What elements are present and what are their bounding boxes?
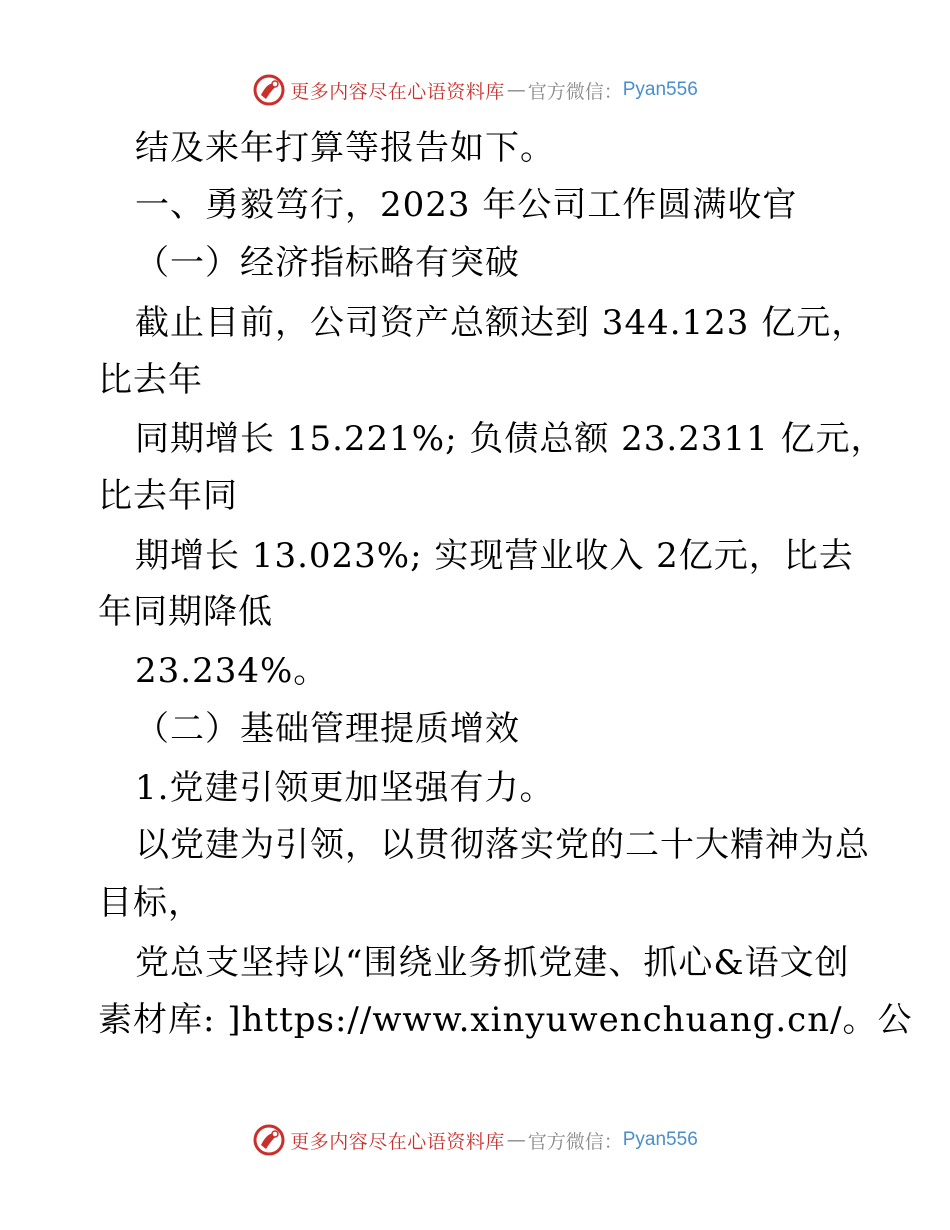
watermark-wechat-id: Pyan556 bbox=[622, 1129, 698, 1150]
watermark-wechat-id: Pyan556 bbox=[622, 79, 698, 100]
body-line: 以党建为引领，以贯彻落实党的二十大精神为总 bbox=[135, 825, 870, 865]
body-line: 目标， bbox=[98, 883, 203, 923]
body-line: 截止目前，公司资产总额达到 344.123 亿元， bbox=[135, 303, 867, 343]
body-line: 年同期降低 bbox=[98, 592, 273, 632]
watermark-text: 更多内容尽在心语资料库 bbox=[290, 1130, 505, 1153]
footer-watermark bbox=[0, 1120, 950, 1160]
body-line: 23.234%。 bbox=[135, 651, 329, 691]
header-watermark bbox=[0, 70, 950, 110]
subsection-heading: （一）经济指标略有突破 bbox=[135, 243, 520, 283]
body-line: 同期增长 15.221%; 负债总额 23.2311 亿元， bbox=[135, 419, 886, 459]
body-line: 素材库: ]https://www.xinyuwenchuang.cn/。公 bbox=[98, 1000, 913, 1040]
watermark-label: 官方微信： bbox=[527, 1130, 623, 1153]
body-line: 比去年同 bbox=[98, 476, 238, 516]
subsection-heading: （二）基础管理提质增效 bbox=[135, 709, 520, 749]
section-heading: 一、勇毅笃行，2023 年公司工作圆满收官 bbox=[135, 185, 798, 225]
brand-logo-icon bbox=[252, 1123, 286, 1157]
body-line: 结及来年打算等报告如下。 bbox=[135, 128, 555, 168]
body-line: 党总支坚持以“围绕业务抓党建、抓心&语文创 bbox=[135, 943, 850, 983]
watermark-label: 官方微信： bbox=[527, 80, 623, 103]
body-line: 期增长 13.023%; 实现营业收入 2亿元，比去 bbox=[135, 536, 854, 576]
watermark-separator: — bbox=[506, 79, 526, 101]
body-line: 比去年 bbox=[98, 360, 203, 400]
brand-logo-icon bbox=[252, 73, 286, 107]
item-heading: 1.党建引领更加坚强有力。 bbox=[135, 768, 555, 808]
watermark-text: 更多内容尽在心语资料库 bbox=[290, 80, 505, 103]
watermark-separator: — bbox=[506, 1129, 526, 1151]
